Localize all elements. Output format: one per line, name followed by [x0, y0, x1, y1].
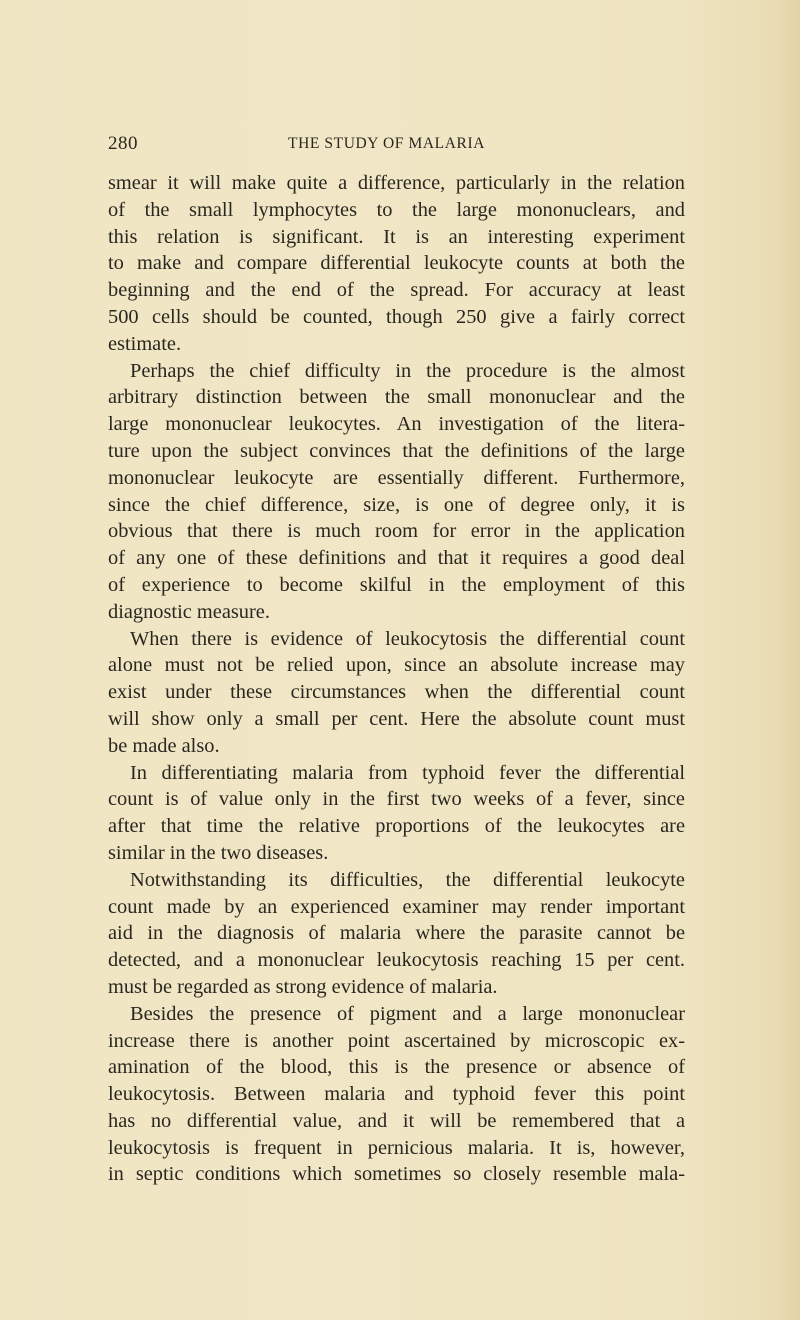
text-line: large mononuclear leukocytes. An investigation of the litera-: [108, 413, 685, 436]
text-line: this relation is significant. It is an interesting experiment: [108, 225, 685, 248]
text-line: 500 cells should be counted, though 250 give a fairly correct: [108, 305, 685, 328]
text-line: to make and compare differential leukocyte counts at both the: [108, 252, 685, 275]
text-line: be made also.: [108, 734, 220, 757]
text-line: increase there is another point ascertained by microscopic ex-: [108, 1029, 685, 1052]
text-line: has no differential value, and it will be remembered that a: [108, 1109, 685, 1132]
running-head: THE STUDY OF MALARIA: [288, 135, 485, 152]
text-line: of any one of these definitions and that it requires a good deal: [108, 547, 685, 570]
text-line: Besides the presence of pigment and a large mononuclear: [130, 1002, 685, 1025]
text-line: diagnostic measure.: [108, 600, 270, 623]
text-line: ture upon the subject convinces that the definitions of the large: [108, 439, 685, 462]
text-line: obvious that there is much room for error in the application: [108, 520, 685, 543]
text-line: When there is evidence of leukocytosis the differential count: [130, 627, 685, 650]
body-text: [108, 170, 685, 1188]
text-line: aid in the diagnosis of malaria where the parasite cannot be: [108, 922, 685, 945]
text-line: after that time the relative proportions of the leukocytes are: [108, 815, 685, 838]
text-line: In differentiating malaria from typhoid fever the differential: [130, 761, 685, 784]
text-line: leukocytosis. Between malaria and typhoid fever this point: [108, 1083, 685, 1106]
text-line: alone must not be relied upon, since an absolute increase may: [108, 654, 685, 677]
text-line: estimate.: [108, 332, 182, 355]
text-line: arbitrary distinction between the small mononuclear and the: [108, 386, 685, 409]
text-line: count is of value only in the first two weeks of a fever, since: [108, 788, 685, 811]
text-line: in septic conditions which sometimes so closely resemble mala-: [108, 1163, 685, 1186]
text-line: amination of the blood, this is the presence or absence of: [108, 1056, 685, 1079]
text-line: Notwithstanding its difficulties, the differential leukocyte: [130, 868, 685, 891]
text-line: must be regarded as strong evidence of malaria.: [108, 975, 498, 998]
text-line: similar in the two diseases.: [108, 841, 329, 864]
text-line: of the small lymphocytes to the large mononuclears, and: [108, 198, 685, 221]
text-line: will show only a small per cent. Here the absolute count must: [108, 707, 685, 730]
page-header: [108, 133, 685, 157]
text-line: since the chief difference, size, is one of degree only, it is: [108, 493, 685, 516]
text-line: beginning and the end of the spread. For accuracy at least: [108, 279, 685, 302]
text-line: leukocytosis is frequent in pernicious malaria. It is, however,: [108, 1136, 685, 1159]
text-line: mononuclear leukocyte are essentially different. Furthermore,: [108, 466, 685, 489]
text-line: exist under these circumstances when the differential count: [108, 681, 685, 704]
text-line: detected, and a mononuclear leukocytosis reaching 15 per cent.: [108, 949, 685, 972]
text-line: of experience to become skilful in the employment of this: [108, 573, 685, 596]
text-line: smear it will make quite a difference, particularly in the relation: [108, 172, 685, 194]
text-line: count made by an experienced examiner may render important: [108, 895, 685, 918]
page-number: 280: [108, 133, 138, 154]
text-line: Perhaps the chief difficulty in the procedure is the almost: [130, 359, 685, 382]
